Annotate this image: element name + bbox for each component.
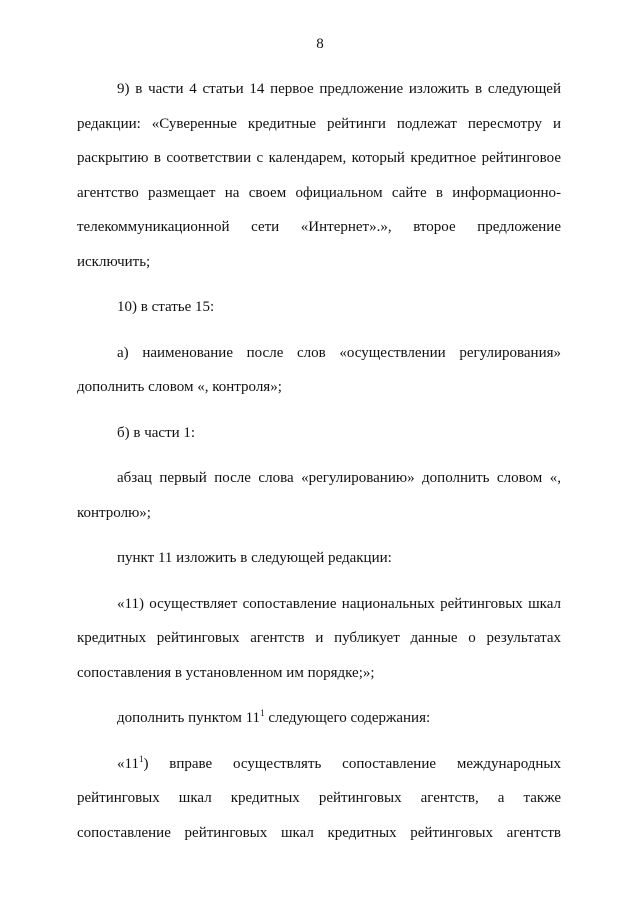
text-segment: ) вправе осуществлять сопоставление международных рейтинговых шкал кредитных рейтинговых агентств, а также сопоставление рейтинговых шкал кредитных рейтинговых агентств: [77, 755, 561, 841]
paragraph-subitem-b: б) в части 1:: [117, 424, 196, 441]
page-number: 8: [316, 36, 324, 52]
text-segment: «11: [117, 755, 139, 772]
superscript: 1: [260, 708, 265, 718]
superscript: 1: [138, 753, 144, 764]
paragraph-point-11-1-intro: [77, 701, 561, 736]
text-segment: следующего содержания:: [264, 710, 431, 726]
document-body: [77, 72, 561, 850]
paragraph-item-9: 9) в части 4 статьи 14 первое предложение изложить в следующей редакции: «Суверенные кредитные рейтинги подлежат пересмотру и раскрытию в соответствии с календарем, который кредитное рейтинговое агентство размещает на своем официальном сайте в информационно-телекоммуникационной сети «Интернет».», второе предложение исключить;: [77, 81, 561, 270]
text-segment: дополнить пунктом 11: [117, 710, 261, 726]
paragraph-subitem-a: а) наименование после слов «осуществлении регулирования» дополнить словом «, контроля»;: [77, 344, 561, 395]
paragraph-point-11-intro: пункт 11 изложить в следующей редакции:: [117, 550, 392, 566]
paragraph-item-10: 10) в статье 15:: [117, 299, 215, 315]
paragraph-point-11-text: «11) осуществляет сопоставление национальных рейтинговых шкал кредитных рейтинговых агентств и публикует данные о результатах сопоставления в установленном им порядке;»;: [77, 595, 561, 681]
paragraph-first-abzac: абзац первый после слова «регулированию» дополнить словом «, контролю»;: [77, 470, 561, 521]
paragraph-point-11-1-text: [77, 747, 561, 851]
